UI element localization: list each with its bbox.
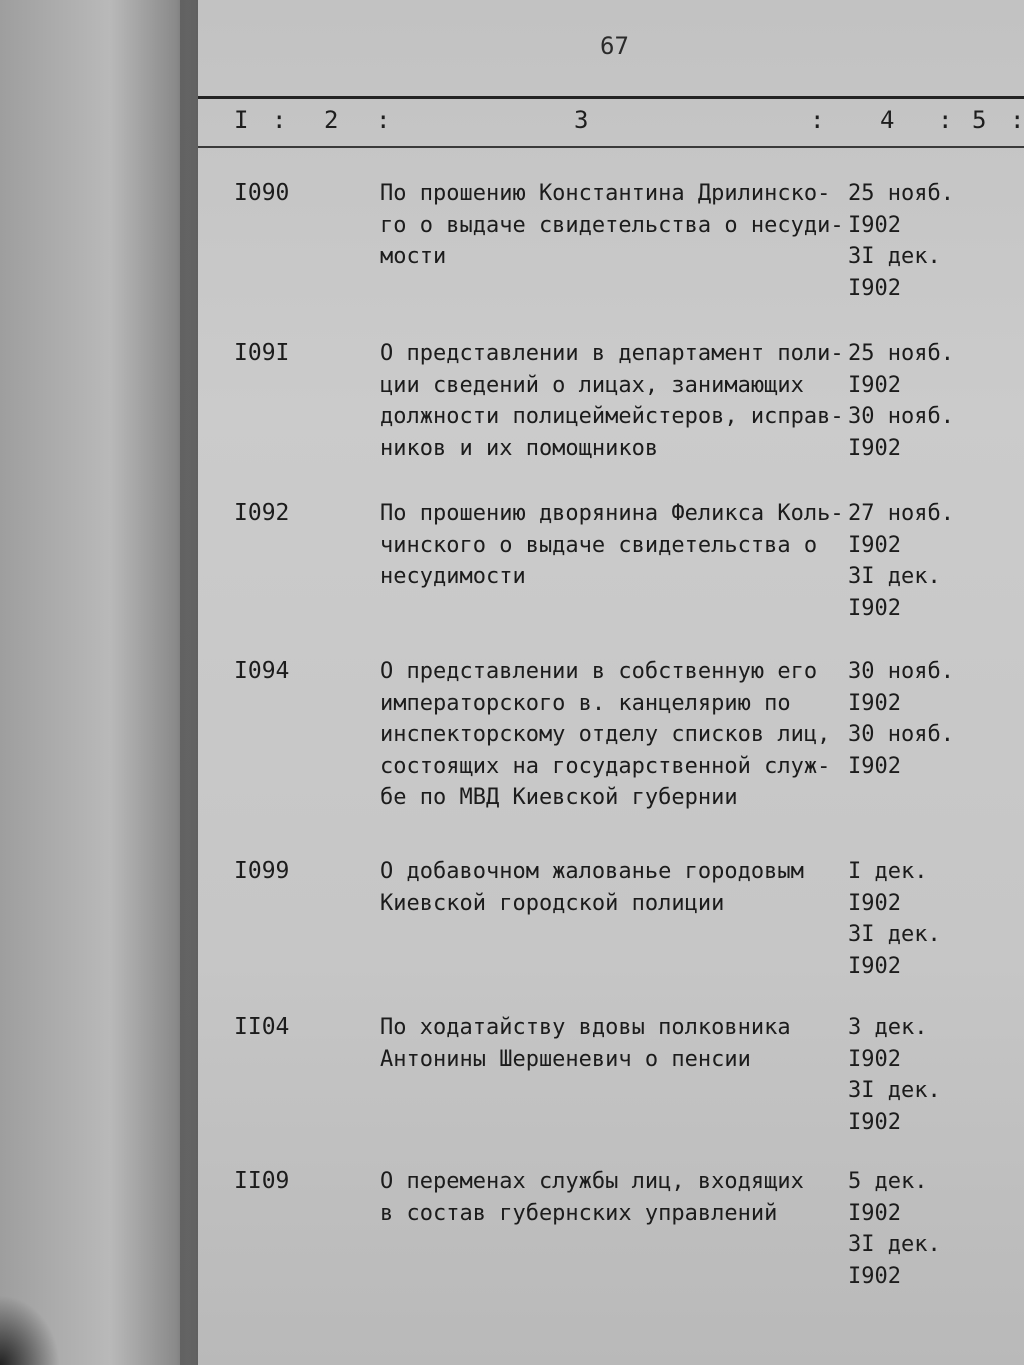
end-date: 30 нояб. [848, 722, 954, 747]
page-corner-shadow [0, 1295, 60, 1365]
header-rule-top [198, 96, 1024, 99]
column-header-2: 2 [324, 106, 339, 134]
end-date: 3I дек. [848, 244, 941, 269]
end-year: I902 [848, 753, 901, 779]
column-header-separator: : [810, 106, 825, 134]
entry-dates [848, 1166, 998, 1292]
end-year: I902 [848, 435, 901, 461]
entry-dates [848, 338, 998, 464]
start-date: 3 дек. [848, 1015, 928, 1040]
entry-number: I099 [234, 858, 290, 884]
start-date: 25 нояб. [848, 341, 954, 366]
start-year: I902 [848, 690, 901, 716]
entry-description: По прошению дворянина Феликса Коль- чинского о выдаче свидетельства о несудимости [380, 501, 844, 589]
end-date: 3I дек. [848, 922, 941, 947]
start-year: I902 [848, 1200, 901, 1226]
end-date: 30 нояб. [848, 404, 954, 429]
entry-number: II09 [234, 1168, 290, 1194]
entry-description: По прошению Константина Дрилинско- го о выдаче свидетельства о несуди- мости [380, 181, 844, 269]
end-year: I902 [848, 1263, 901, 1289]
entry-number: I094 [234, 658, 290, 684]
end-date: 3I дек. [848, 1078, 941, 1103]
start-year: I902 [848, 890, 901, 916]
end-date: 3I дек. [848, 564, 941, 589]
column-header-1: I [234, 106, 249, 134]
entry-dates [848, 856, 998, 982]
column-header-separator: : [938, 106, 953, 134]
start-year: I902 [848, 372, 901, 398]
entry-number: I09I [234, 340, 290, 366]
header-rule-bottom [198, 146, 1024, 148]
page-number: 67 [600, 32, 629, 60]
column-header-separator: : [376, 106, 391, 134]
start-year: I902 [848, 532, 901, 558]
entry-description: О добавочном жалованье городовым Киевской городской полиции [380, 859, 804, 916]
start-date: 5 дек. [848, 1169, 928, 1194]
end-year: I902 [848, 275, 901, 301]
start-date: I дек. [848, 859, 928, 884]
column-header-5: 5 [972, 106, 987, 134]
entry-dates [848, 178, 998, 304]
entry-number: II04 [234, 1014, 290, 1040]
entry-description: О представлении в собственную его императорского в. канцелярию по инспекторскому отделу списков лиц, состоящих на государственной служ- бе по МВД Киевской губернии [380, 659, 831, 810]
column-header-separator: : [272, 106, 287, 134]
start-year: I902 [848, 212, 901, 238]
entry-dates [848, 498, 998, 624]
column-header-separator: : [1010, 106, 1024, 134]
end-year: I902 [848, 953, 901, 979]
end-date: 3I дек. [848, 1232, 941, 1257]
entry-description: О переменах службы лиц, входящих в состав губернских управлений [380, 1169, 804, 1226]
column-header-3: 3 [574, 106, 589, 134]
entry-number: I092 [234, 500, 290, 526]
column-header-4: 4 [880, 106, 895, 134]
start-date: 27 нояб. [848, 501, 954, 526]
start-date: 30 нояб. [848, 659, 954, 684]
left-page-edge [0, 0, 200, 1365]
start-date: 25 нояб. [848, 181, 954, 206]
entry-description: О представлении в департамент поли- ции сведений о лицах, занимающих должности полицеймейстеров, исправ- ников и их помощников [380, 341, 844, 461]
end-year: I902 [848, 595, 901, 621]
entry-number: I090 [234, 180, 290, 206]
entry-description: По ходатайству вдовы полковника Антонины Шершеневич о пенсии [380, 1015, 791, 1072]
end-year: I902 [848, 1109, 901, 1135]
start-year: I902 [848, 1046, 901, 1072]
entry-dates [848, 656, 998, 782]
entry-dates [848, 1012, 998, 1138]
